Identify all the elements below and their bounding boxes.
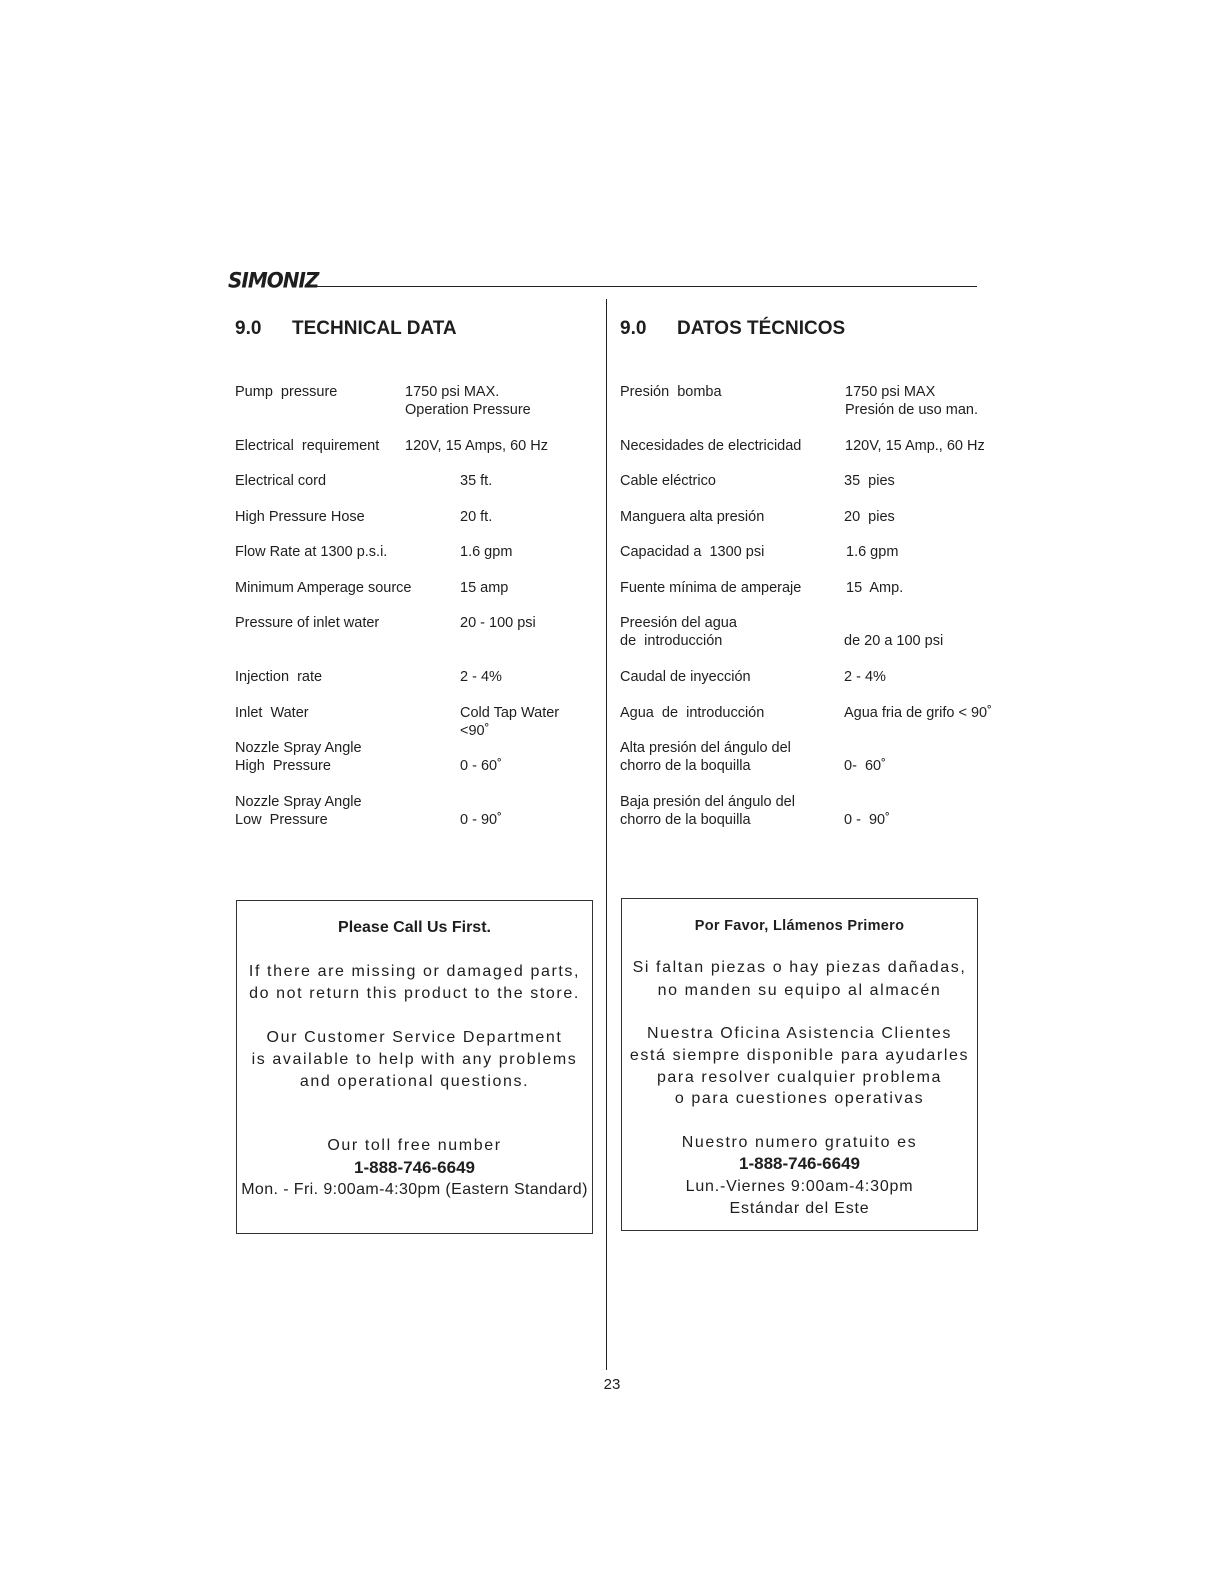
spec-label: Cable eléctrico [620, 473, 716, 489]
spec-label: Nozzle Spray Angle High Pressure [235, 740, 362, 774]
notice-text: o para cuestiones operativas [674, 1090, 925, 1107]
notice-box-english [236, 900, 593, 1234]
notice-box-spanish [621, 898, 978, 1231]
spec-value: Agua fria de grifo < 90˚ [844, 705, 992, 721]
header-rule [313, 286, 977, 287]
section-number: 9.0 [235, 318, 262, 339]
spec-value: 0- 60˚ [844, 758, 886, 774]
spec-value: 0 - 60˚ [460, 758, 502, 774]
spec-value: 35 ft. [460, 473, 493, 489]
spec-label: Preesión del agua de introducción [620, 615, 737, 649]
spec-label: Presión bomba [620, 384, 722, 400]
spec-value: 20 pies [844, 509, 895, 525]
spec-label: Pump pressure [235, 384, 338, 400]
service-hours: Mon. - Fri. 9:00am-4:30pm (Eastern Standard) [241, 1181, 588, 1198]
section-number: 9.0 [620, 318, 647, 339]
notice-text: para resolver cualquier problema [656, 1069, 943, 1086]
spec-label: Flow Rate at 1300 p.s.i. [235, 544, 388, 560]
notice-title: Por Favor, Llámenos Primero [694, 918, 905, 934]
column-divider [606, 299, 607, 1370]
phone-number: 1-888-746-6649 [739, 1154, 860, 1173]
toll-free-label: Nuestro numero gratuito es [681, 1134, 918, 1151]
spec-label: Baja presión del ángulo del chorro de la boquilla [620, 794, 795, 828]
section-title-english [235, 318, 457, 340]
notice-text: está siempre disponible para ayudarles [629, 1047, 970, 1064]
page-number: 23 [603, 1376, 621, 1393]
spec-label: Pressure of inlet water [235, 615, 380, 631]
notice-text: do not return this product to the store. [249, 985, 580, 1002]
service-hours-timezone: Estándar del Este [729, 1200, 870, 1217]
spec-value: 20 ft. [460, 509, 493, 525]
spec-value: 2 - 4% [844, 669, 886, 685]
spec-value: 0 - 90˚ [460, 812, 502, 828]
spec-value: 15 Amp. [846, 580, 904, 596]
phone-number: 1-888-746-6649 [354, 1158, 475, 1177]
spec-label: Alta presión del ángulo del chorro de la boquilla [620, 740, 791, 774]
notice-text: Si faltan piezas o hay piezas dañadas, [632, 959, 967, 976]
spec-value: 35 pies [844, 473, 895, 489]
notice-text: is available to help with any problems [251, 1051, 578, 1068]
spec-value: 1750 psi MAX Presión de uso man. [845, 384, 978, 418]
spec-value: 1.6 gpm [460, 544, 513, 560]
spec-label: Manguera alta presión [620, 509, 765, 525]
spec-value: Cold Tap Water <90˚ [460, 705, 560, 739]
spec-label: Minimum Amperage source [235, 580, 412, 596]
notice-text: If there are missing or damaged parts, [248, 963, 581, 980]
spec-label: Necesidades de electricidad [620, 438, 802, 454]
spec-value: 20 - 100 psi [460, 615, 536, 631]
spec-value: 0 - 90˚ [844, 812, 890, 828]
spec-label: Injection rate [235, 669, 323, 685]
spec-value: de 20 a 100 psi [844, 633, 944, 649]
notice-text: no manden su equipo al almacén [657, 982, 942, 999]
brand-logo: SIMONIZ [228, 267, 319, 293]
section-title-text: TECHNICAL DATA [292, 318, 457, 339]
spec-label: Fuente mínima de amperaje [620, 580, 802, 596]
spec-label: Nozzle Spray Angle Low Pressure [235, 794, 362, 828]
spec-label: Electrical cord [235, 473, 327, 489]
spec-value: 15 amp [460, 580, 509, 596]
spec-label: Caudal de inyección [620, 669, 751, 685]
spec-value: 120V, 15 Amps, 60 Hz [405, 438, 548, 454]
spec-label: Inlet Water [235, 705, 309, 721]
notice-text: and operational questions. [299, 1073, 530, 1090]
section-title-text: DATOS TÉCNICOS [677, 318, 846, 339]
spec-value: 1.6 gpm [846, 544, 899, 560]
toll-free-label: Our toll free number [327, 1137, 502, 1154]
spec-label: Capacidad a 1300 psi [620, 544, 765, 560]
notice-title: Please Call Us First. [338, 919, 491, 936]
spec-label: High Pressure Hose [235, 509, 365, 525]
section-title-spanish [620, 318, 845, 340]
spec-value: 1750 psi MAX. Operation Pressure [405, 384, 531, 418]
spec-label: Electrical requirement [235, 438, 380, 454]
spec-label: Agua de introducción [620, 705, 765, 721]
notice-text: Our Customer Service Department [266, 1029, 563, 1046]
service-hours: Lun.-Viernes 9:00am-4:30pm [685, 1178, 914, 1195]
notice-text: Nuestra Oficina Asistencia Clientes [647, 1025, 952, 1042]
spec-value: 2 - 4% [460, 669, 502, 685]
spec-value: 120V, 15 Amp., 60 Hz [845, 438, 985, 454]
